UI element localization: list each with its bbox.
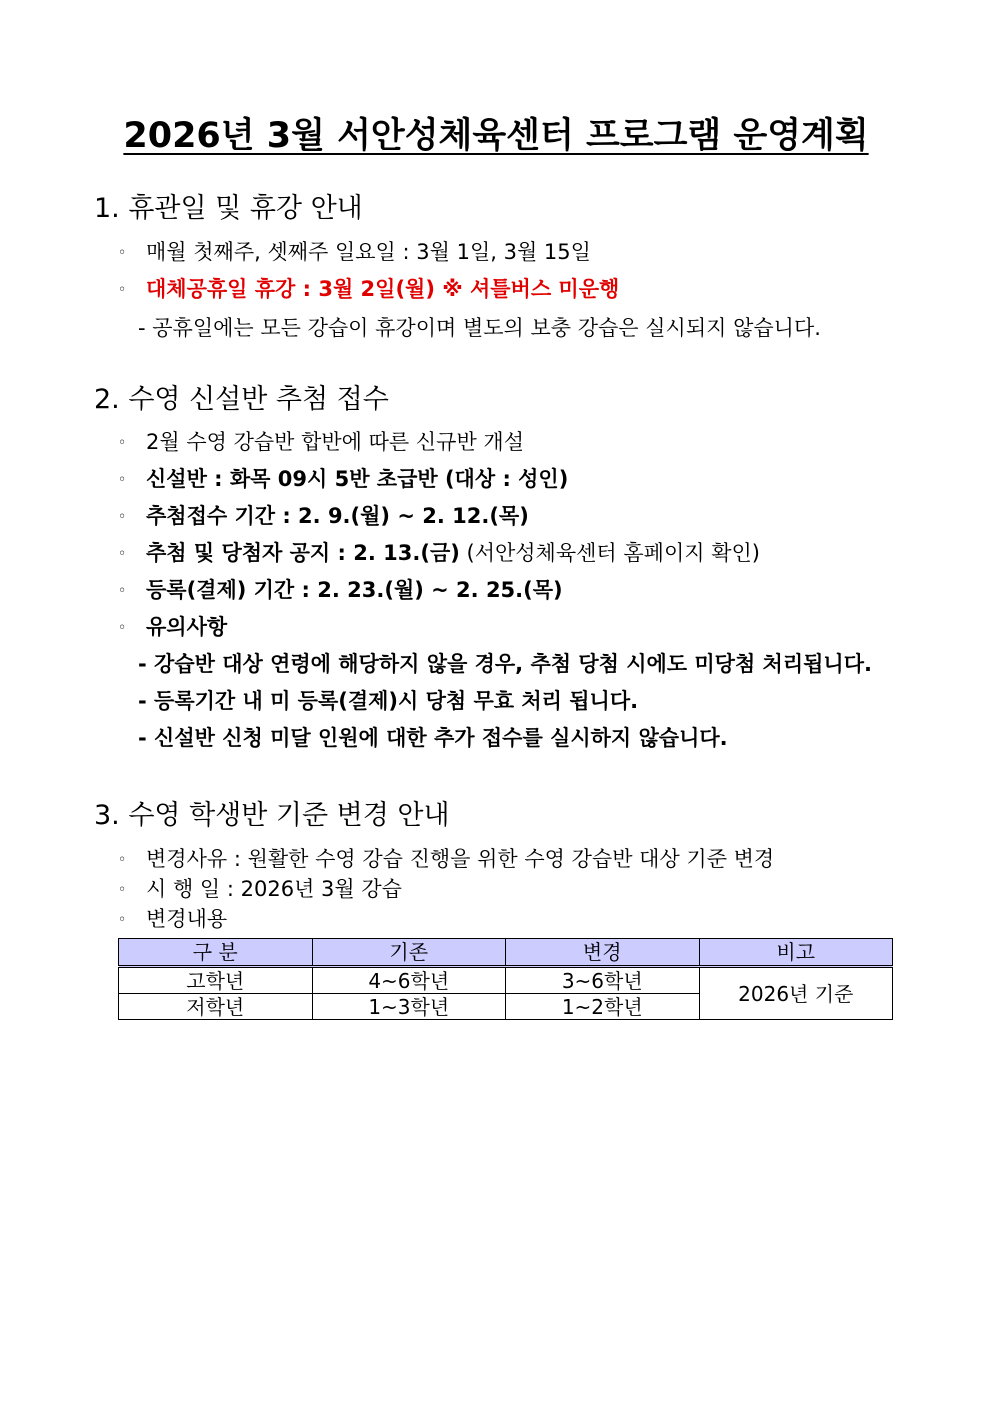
table-remark-cell: 2026년 기준 (699, 967, 893, 1020)
bullet-icon: ◦ (118, 620, 127, 636)
section3-item-reason: ◦ 변경사유 : 원활한 수영 강습 진행을 위한 수영 강습반 대상 기준 변경 (118, 847, 775, 871)
section2-item-new-class: ◦ 2월 수영 강습반 합반에 따른 신규반 개설 (118, 430, 524, 454)
section3-heading: 3. 수영 학생반 기준 변경 안내 (94, 800, 450, 831)
section2-item-class-info: ◦ 신설반 : 화목 09시 5반 초급반 (대상 : 성인) (118, 467, 569, 491)
section2-heading: 2. 수영 신설반 추첨 접수 (94, 384, 389, 415)
section2-note-unregistered: - 등록기간 내 미 등록(결제)시 당첨 무효 처리 됩니다. (138, 689, 639, 713)
section2-item-registration: ◦ 등록(결제) 기간 : 2. 23.(월) ~ 2. 25.(목) (118, 578, 563, 602)
section1-item-holiday: ◦ 대체공휴일 휴강 : 3월 2일(월) ※ 셔틀버스 미운행 (118, 277, 620, 301)
table-header-row (119, 939, 893, 967)
section1-heading: 1. 휴관일 및 휴강 안내 (94, 193, 363, 224)
section2-item-lottery-period: ◦ 추첨접수 기간 : 2. 9.(월) ~ 2. 12.(목) (118, 504, 529, 528)
bullet-icon: ◦ (118, 245, 127, 261)
bullet-icon: ◦ (118, 583, 127, 599)
table-cell: 1~2학년 (506, 994, 700, 1020)
table-row (119, 967, 893, 994)
table-header-cell: 비고 (699, 939, 893, 967)
section3-item-effective-date: ◦ 시 행 일 : 2026년 3월 강습 (118, 877, 402, 901)
bullet-icon: ◦ (118, 546, 127, 562)
section3-item-contents: ◦ 변경내용 (118, 907, 228, 931)
change-table (118, 938, 893, 1020)
table-cell: 3~6학년 (506, 967, 700, 994)
table-cell: 4~6학년 (312, 967, 506, 994)
section1-item-closed-days: ◦ 매월 첫째주, 셋째주 일요일 : 3월 1일, 3월 15일 (118, 240, 591, 264)
bullet-icon: ◦ (118, 882, 127, 898)
page-title: 2026년 3월 서안성체육센터 프로그램 운영계획 (123, 116, 869, 156)
bullet-icon: ◦ (118, 472, 127, 488)
table-header-cell: 기존 (312, 939, 506, 967)
table-cell: 저학년 (119, 994, 313, 1020)
table-header-cell: 변경 (506, 939, 700, 967)
section2-item-announcement: ◦ 추첨 및 당첨자 공지 : 2. 13.(금) (서안성체육센터 홈페이지 확인) (118, 541, 760, 565)
section2-item-notes-label: ◦ 유의사항 (118, 615, 228, 639)
bullet-icon: ◦ (118, 912, 127, 928)
bullet-icon: ◦ (118, 852, 127, 868)
table-header-cell: 구 분 (119, 939, 313, 967)
bullet-icon: ◦ (118, 435, 127, 451)
table-cell: 1~3학년 (312, 994, 506, 1020)
table-cell: 고학년 (119, 967, 313, 994)
bullet-icon: ◦ (118, 509, 127, 525)
section2-note-age: - 강습반 대상 연령에 해당하지 않을 경우, 추첨 당첨 시에도 미당첨 처리됩니다. (138, 652, 872, 676)
bullet-icon: ◦ (118, 282, 127, 298)
section1-note: - 공휴일에는 모든 강습이 휴강이며 별도의 보충 강습은 실시되지 않습니다. (138, 316, 821, 340)
section2-note-no-extra: - 신설반 신청 미달 인원에 대한 추가 접수를 실시하지 않습니다. (138, 726, 728, 750)
